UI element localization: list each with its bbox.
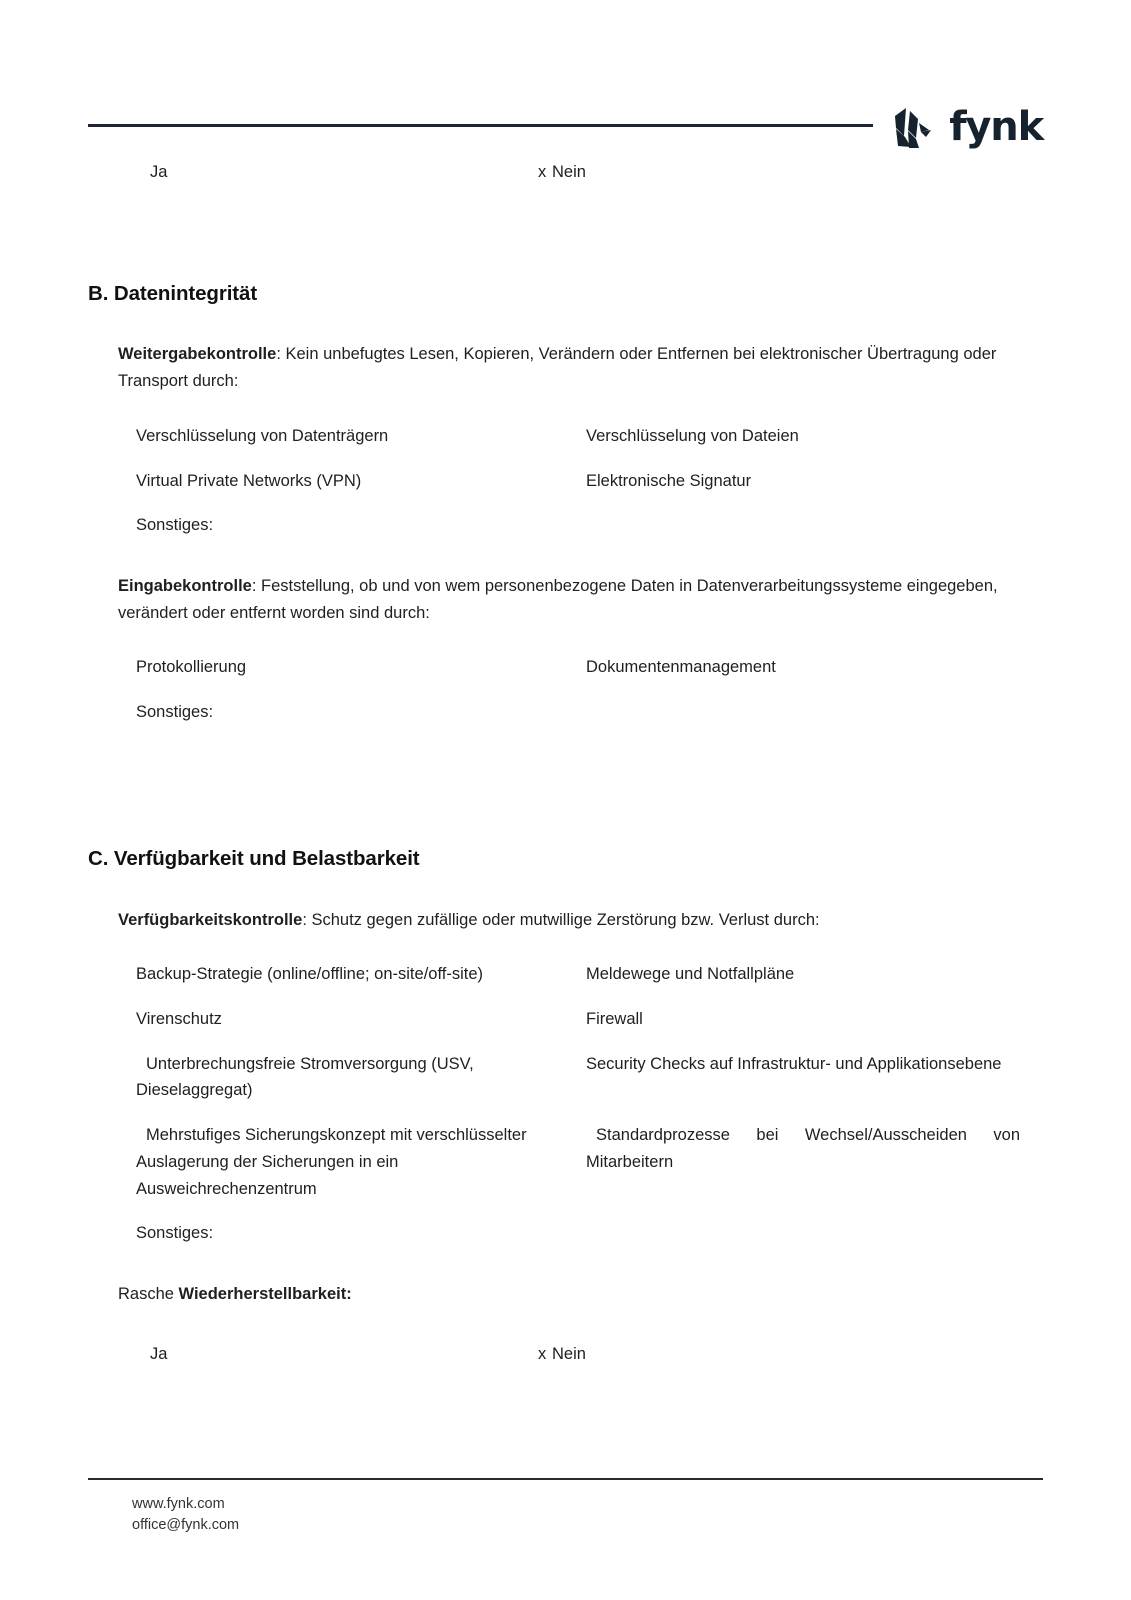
weitergabekontrolle-options (88, 423, 1043, 539)
option-sonstiges-weitergabekontrolle[interactable]: Sonstiges: (136, 516, 214, 535)
page-header (88, 100, 1043, 160)
option-row (136, 468, 1043, 495)
checkbox-mark-no-top[interactable]: x (538, 163, 547, 181)
option-row (136, 654, 1043, 681)
option-row (136, 512, 1043, 539)
section-c-title: C. Verfügbarkeit und Belastbarkeit (88, 846, 420, 870)
option-row (136, 699, 1043, 726)
verfuegbarkeitskontrolle-options (88, 961, 1043, 1247)
document-body (88, 160, 1043, 1366)
eingabekontrolle-paragraph (88, 573, 1018, 626)
weitergabekontrolle-label: Weitergabekontrolle (118, 345, 277, 364)
option-sonstiges-verfuegbarkeit[interactable]: Sonstiges: (136, 1224, 214, 1243)
option-usv-dieselaggregat[interactable]: Unterbrechungsfreie Stromversorgung (USV, Dieselaggregat) (136, 1054, 474, 1100)
option-standardprozesse-mitarbeiter[interactable]: Standardprozesse bei Wechsel/Ausscheiden von Mitarbeitern (586, 1126, 1020, 1171)
footer-contact (88, 1494, 1043, 1536)
wiederherstellbarkeit-line (88, 1281, 1043, 1308)
option-row (136, 1006, 1043, 1033)
yesno-yes-option-bottom[interactable] (88, 1342, 538, 1367)
option-protokollierung[interactable]: Protokollierung (136, 658, 247, 677)
option-dokumentenmanagement[interactable]: Dokumentenmanagement (586, 658, 776, 677)
section-b-title: B. Datenintegrität (88, 281, 258, 305)
option-sonstiges-eingabekontrolle[interactable]: Sonstiges: (136, 703, 214, 722)
option-row (136, 423, 1043, 450)
weitergabekontrolle-text: : Kein unbefugtes Lesen, Kopieren, Verändern oder Entfernen bei elektronischer Übertragung oder Transport durch: (118, 345, 997, 391)
verfuegbarkeitskontrolle-paragraph (88, 907, 1018, 934)
footer-divider (88, 1478, 1043, 1480)
header-divider (88, 124, 873, 127)
option-security-checks[interactable]: Security Checks auf Infrastruktur- und Applikationsebene (586, 1054, 1002, 1073)
no-label-top: Nein (552, 163, 586, 181)
option-row (136, 1220, 1043, 1247)
yesno-row-top (88, 160, 1043, 185)
option-virenschutz[interactable]: Virenschutz (136, 1009, 222, 1028)
logo-wordmark: fynk (949, 104, 1043, 150)
yes-label-bottom: Ja (150, 1344, 168, 1363)
yes-label-top: Ja (150, 163, 168, 181)
footer-email[interactable]: office@fynk.com (132, 1516, 240, 1533)
option-verschluesselung-datentraeger[interactable]: Verschlüsselung von Datenträgern (136, 426, 389, 445)
checkbox-mark-no-bottom[interactable]: x (538, 1344, 547, 1363)
option-row (136, 1051, 1043, 1104)
option-elektronische-signatur[interactable]: Elektronische Signatur (586, 471, 752, 490)
eingabekontrolle-text: : Feststellung, ob und von wem personenbezogene Daten in Datenverarbeitungssysteme eingegeben, verändert oder entfernt worden sind durch: (118, 576, 998, 622)
wiederherstellbarkeit-label: Wiederherstellbarkeit: (178, 1284, 352, 1303)
verfuegbarkeitskontrolle-label: Verfügbarkeitskontrolle (118, 910, 303, 929)
option-vpn[interactable]: Virtual Private Networks (VPN) (136, 471, 362, 490)
verfuegbarkeitskontrolle-text: : Schutz gegen zufällige oder mutwillige Zerstörung bzw. Verlust durch: (302, 910, 820, 929)
option-meldewege-notfallplaene[interactable]: Meldewege und Notfallpläne (586, 965, 795, 984)
no-label-bottom: Nein (552, 1344, 586, 1363)
yesno-row-bottom (88, 1342, 1043, 1367)
brand-logo (888, 100, 1043, 156)
eingabekontrolle-label: Eingabekontrolle (118, 576, 252, 595)
yesno-yes-option-top[interactable] (88, 160, 538, 185)
option-row (136, 961, 1043, 988)
option-firewall[interactable]: Firewall (586, 1009, 643, 1028)
yesno-no-option-top[interactable] (538, 160, 1043, 185)
option-backup-strategie[interactable]: Backup-Strategie (online/offline; on-site/off-site) (136, 965, 483, 984)
page-footer (88, 1478, 1043, 1536)
wiederherstellbarkeit-prefix: Rasche (118, 1284, 179, 1303)
option-verschluesselung-dateien[interactable]: Verschlüsselung von Dateien (586, 426, 799, 445)
yesno-no-option-bottom[interactable] (538, 1342, 1043, 1367)
weitergabekontrolle-paragraph (88, 341, 1018, 394)
footer-website[interactable]: www.fynk.com (132, 1495, 225, 1512)
eingabekontrolle-options (88, 654, 1043, 725)
option-row (136, 1122, 1043, 1202)
fynk-origami-bird-logo (888, 106, 940, 150)
option-mehrstufiges-sicherungskonzept[interactable]: Mehrstufiges Sicherungskonzept mit verschlüsselter Auslagerung der Sicherungen in ein Ausweichrechenzentrum (136, 1126, 527, 1198)
